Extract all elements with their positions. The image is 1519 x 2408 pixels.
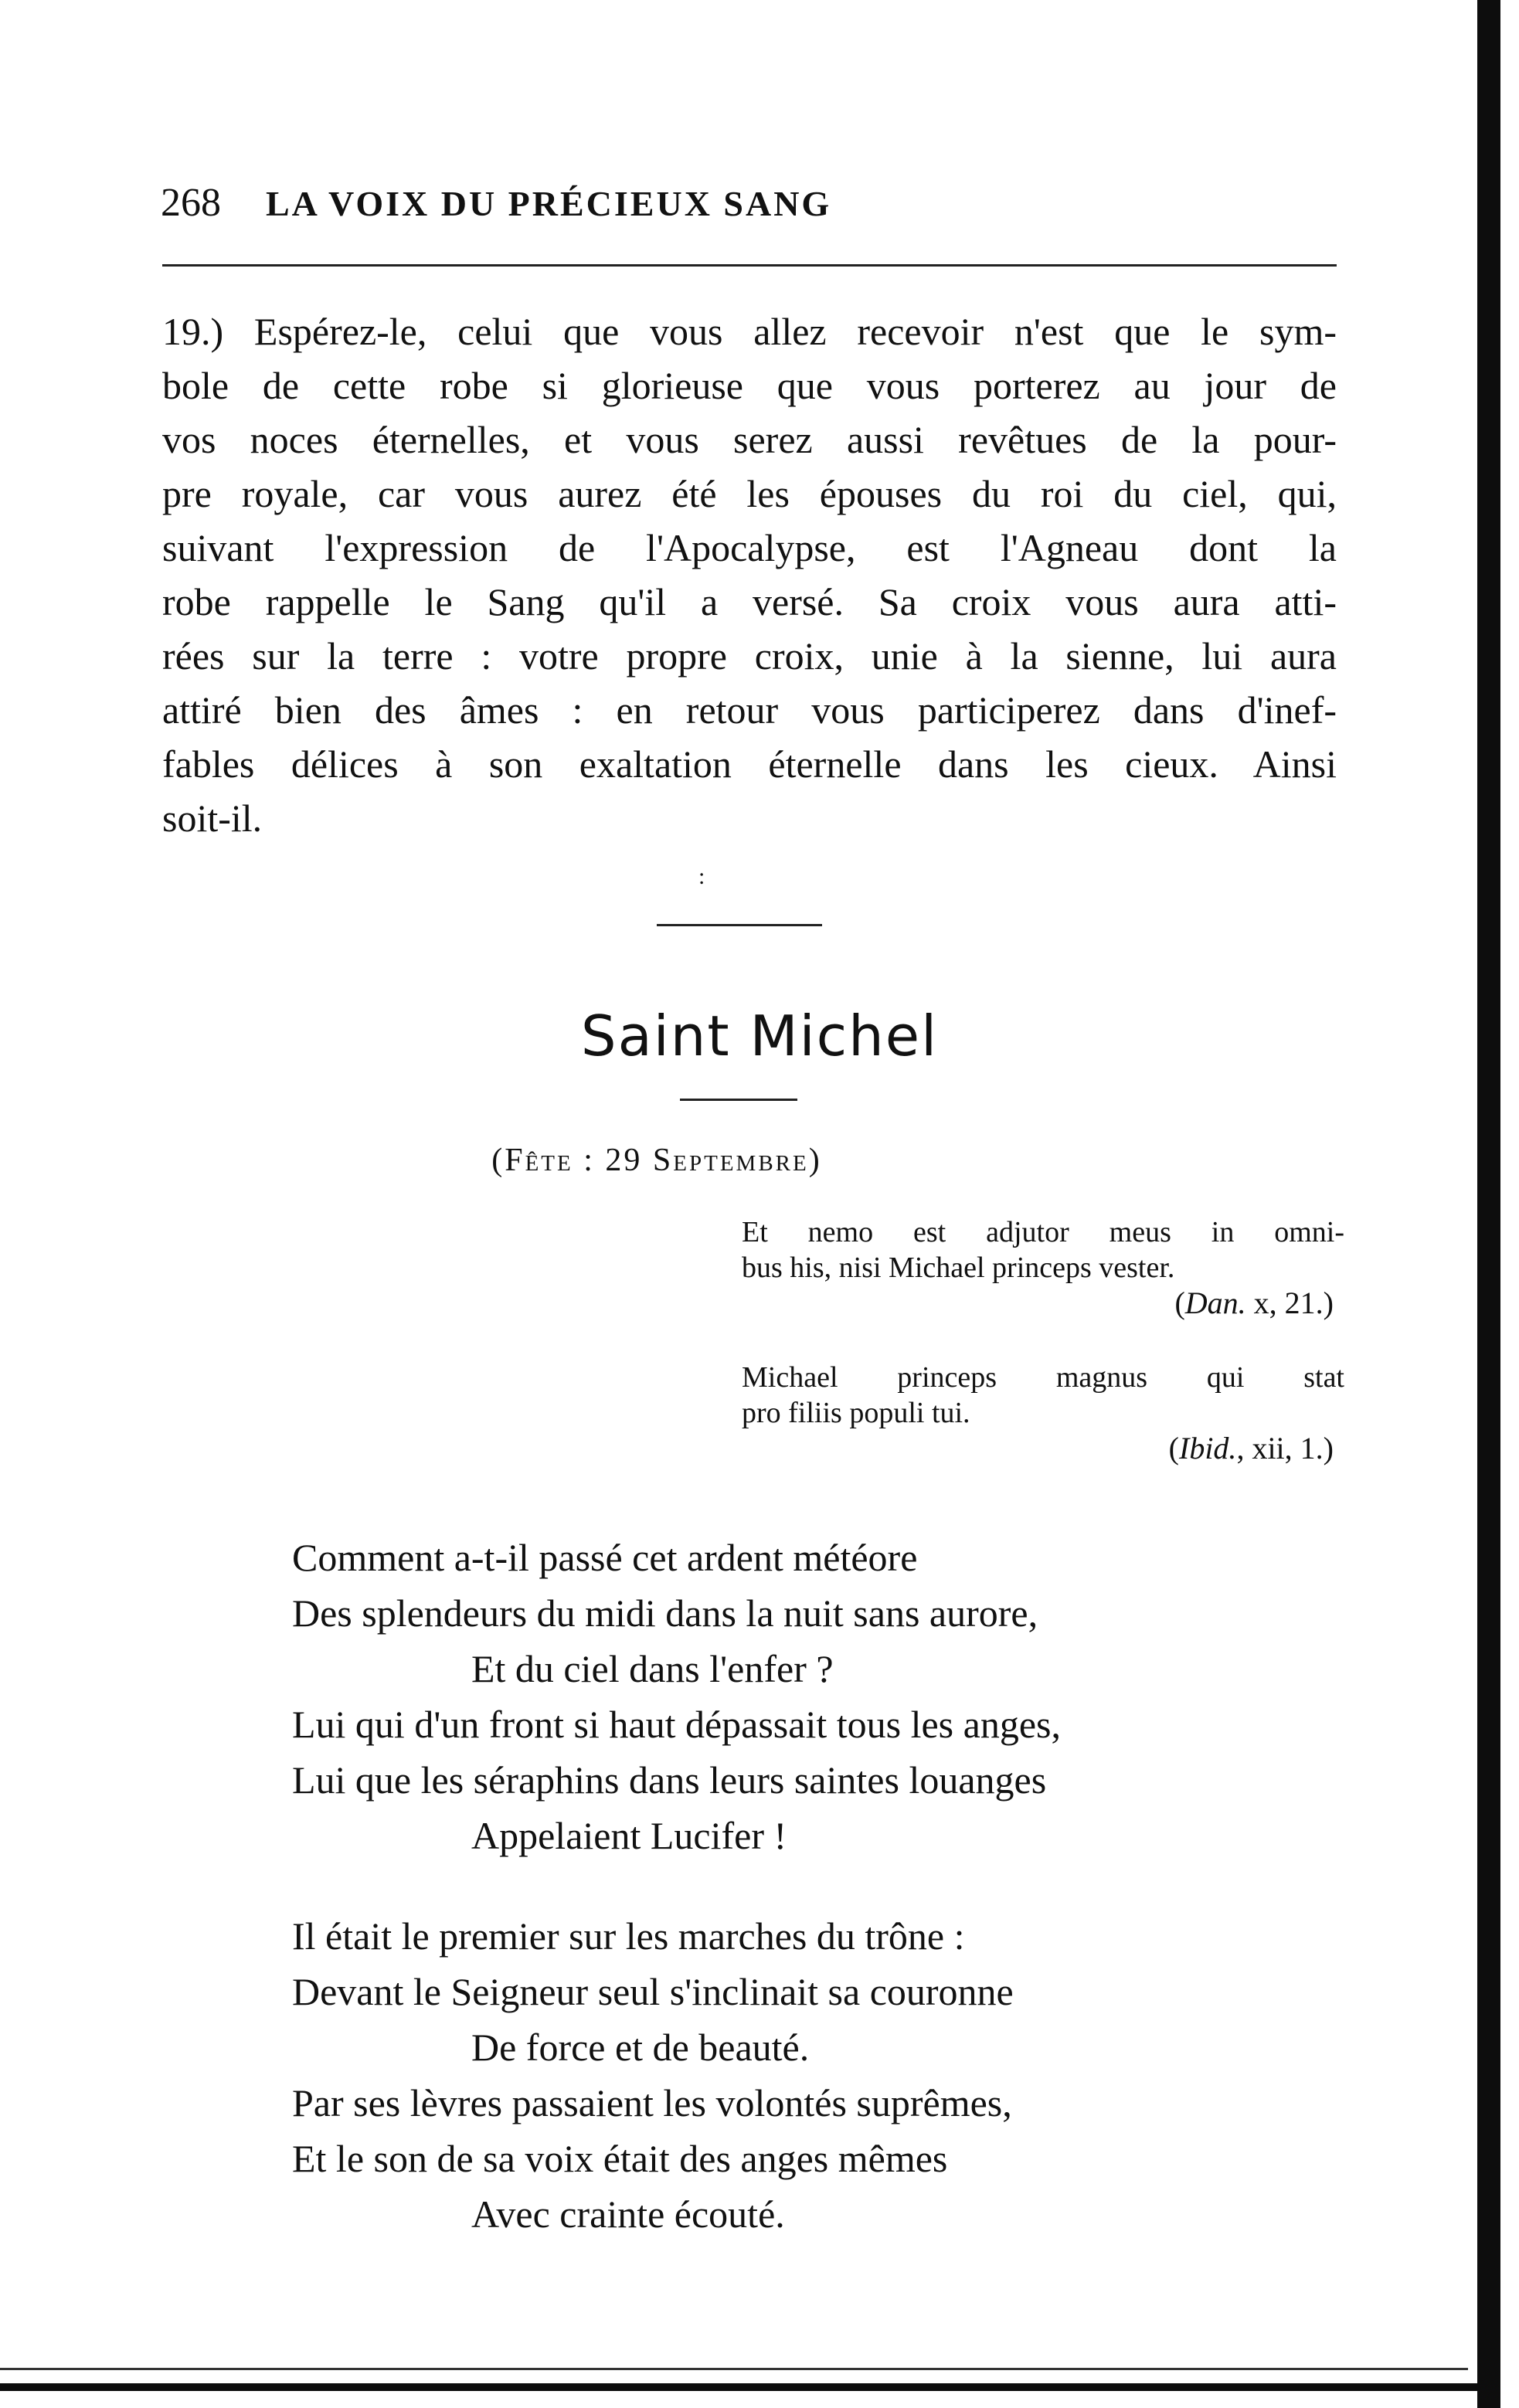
scan-binding-edge-bottom (0, 2383, 1500, 2391)
poem-verse-indented: De force et de beauté. (471, 2026, 810, 2069)
prose-line: soit-il. (162, 796, 263, 840)
feast-date-line (0, 1137, 1313, 1184)
prose-line: bole de cette robe si glorieuse que vous porterez au jour de (162, 364, 1337, 407)
poem-verse: Et le son de sa voix était des anges mêmes (292, 2137, 948, 2180)
page-header (161, 176, 1343, 238)
page-number: 268 (161, 181, 221, 225)
stray-mark: : (698, 864, 705, 889)
epigraph-reference: (Ibid., xii, 1.) (1168, 1431, 1334, 1466)
header-rule (162, 264, 1337, 267)
poem-verse: Lui que les séraphins dans leurs saintes louanges (292, 1758, 1047, 1802)
poem-verse-indented: Et du ciel dans l'enfer ? (471, 1647, 834, 1690)
epigraph-2 (742, 1360, 1344, 1466)
section-divider-top (657, 924, 822, 926)
epigraph-line: Et nemo est adjutor meus in omni- (742, 1216, 1344, 1248)
section-title: Saint Michel (580, 1004, 939, 1068)
epigraph-line: pro filiis populi tui. (742, 1397, 970, 1429)
epigraph-line: Michael princeps magnus qui stat (742, 1361, 1344, 1394)
epigraph-line: bus his, nisi Michael princeps vester. (742, 1252, 1175, 1284)
scan-edge-line (0, 2368, 1468, 2370)
feast-date: 29 Septembre (605, 1143, 809, 1178)
prose-line: vos noces éternelles, et vous serez aussi revêtues de la pour- (162, 418, 1337, 461)
prose-line: rées sur la terre : votre propre croix, unie à la sienne, lui aura (162, 634, 1337, 678)
poem-verse: Lui qui d'un front si haut dépassait tous les anges, (292, 1703, 1061, 1746)
feast-open-paren: ( (491, 1143, 505, 1178)
poem-verse: Devant le Seigneur seul s'inclinait sa couronne (292, 1970, 1014, 2013)
section-divider-bottom (680, 1099, 797, 1101)
epigraph-reference: (Dan. x, 21.) (1174, 1286, 1334, 1320)
feast-close-paren: ) (808, 1143, 822, 1178)
epigraph-ref-source: Ibid. (1179, 1431, 1237, 1466)
feast-label: Fête (505, 1143, 573, 1178)
scan-binding-edge-right (1477, 0, 1500, 2408)
epigraph-1 (742, 1214, 1344, 1321)
prose-line: robe rappelle le Sang qu'il a versé. Sa croix vous aura atti- (162, 580, 1337, 623)
prose-line: 19.) Espérez-le, celui que vous allez recevoir n'est que le sym- (162, 310, 1337, 353)
epigraph-ref-source: Dan. (1184, 1286, 1246, 1320)
prose-line: fables délices à son exaltation éternelle dans les cieux. Ainsi (162, 742, 1337, 786)
prose-paragraph (162, 304, 1337, 845)
poem-stanza-1 (292, 1530, 1312, 1863)
feast-separator: : (573, 1143, 606, 1178)
poem-verse: Il était le premier sur les marches du trône : (292, 1914, 965, 1958)
poem-verse: Comment a-t-il passé cet ardent météore (292, 1536, 918, 1579)
epigraph-ref-location: , xii, 1. (1236, 1431, 1324, 1466)
running-title: LA VOIX DU PRÉCIEUX SANG (266, 184, 832, 223)
prose-line: attiré bien des âmes : en retour vous participerez dans d'inef- (162, 688, 1337, 732)
epigraph-ref-location: x, 21. (1245, 1286, 1324, 1320)
prose-line: suivant l'expression de l'Apocalypse, est l'Agneau dont la (162, 526, 1337, 569)
poem-verse-indented: Avec crainte écouté. (471, 2192, 785, 2236)
poem-verse: Par ses lèvres passaient les volontés suprêmes, (292, 2081, 1012, 2124)
poem-verse: Des splendeurs du midi dans la nuit sans aurore, (292, 1591, 1038, 1635)
prose-line: pre royale, car vous aurez été les épouses du roi du ciel, qui, (162, 472, 1337, 515)
poem-verse-indented: Appelaient Lucifer ! (471, 1814, 787, 1857)
poem-stanza-2 (292, 1908, 1312, 2242)
